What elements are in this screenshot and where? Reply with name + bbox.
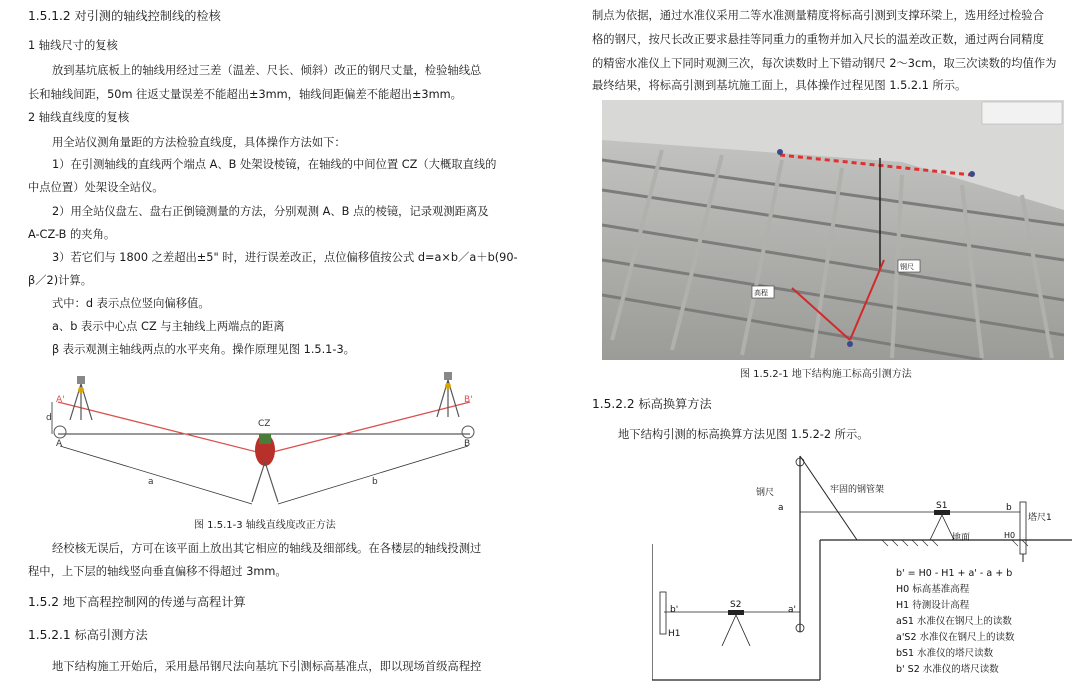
paragraph-line: 制点为依据，通过水准仪采用二等水准测量精度将标高引测到支撑环梁上，选用经过检验合 <box>592 9 1044 22</box>
label-cz: CZ <box>258 419 271 429</box>
label-pipe-frame: 牢固的钢管架 <box>830 485 885 495</box>
legend-item: bS1 水准仪的塔尺读数 <box>896 648 994 659</box>
paragraph-line: 的精密水准仪上下同时观测三次，每次读数时上下错动钢尺 2～3cm，取三次读数的均值作为 <box>592 57 1057 70</box>
label-a-prime: A' <box>56 395 65 405</box>
label-a: A <box>56 439 63 449</box>
axis-straightness-figure <box>40 362 515 514</box>
tripod-icon <box>70 376 92 420</box>
paragraph-line: 中点位置）处架设全站仪。 <box>28 181 164 194</box>
paragraph-line: 经校核无误后，方可在该平面上放出其它相应的轴线及细部线。在各楼层的轴线投测过 <box>52 542 482 555</box>
heading-1-5-2-1: 1.5.2.1 标高引测方法 <box>28 628 148 642</box>
figure-caption: 图 1.5.1-3 轴线直线度改正方法 <box>194 520 336 531</box>
paragraph-line: a、b 表示中心点 CZ 与主轴线上两端点的距离 <box>52 320 285 333</box>
legend-item: b' S2 水准仪的塔尺读数 <box>896 664 999 675</box>
heading-1-5-1-2: 1.5.1.2 对引测的轴线控制线的检核 <box>28 9 221 23</box>
legend-item: aS1 水准仪在钢尺上的读数 <box>896 616 1012 627</box>
paragraph-line: 最终结果，将标高引测到基坑施工面上，具体操作过程见图 1.5.2.1 所示。 <box>592 79 967 92</box>
paragraph-line: 放到基坑底板上的轴线用经过三差（温差、尺长、倾斜）改正的钢尺丈量，检验轴线总 <box>52 64 482 77</box>
photo-label-point: 高程 <box>754 289 768 297</box>
paragraph-line: 式中：d 表示点位竖向偏移值。 <box>52 297 210 310</box>
label-a: a <box>778 503 784 513</box>
label-b: B <box>464 439 471 449</box>
paragraph-line: 1）在引测轴线的直线两个端点 A、B 处架设棱镜，在轴线的中间位置 CZ（大概取直线的 <box>52 158 497 171</box>
legend-item: H1 待测设计高程 <box>896 600 970 611</box>
photo-label-ruler: 钢尺 <box>900 263 914 271</box>
label-s2: S2 <box>730 600 742 610</box>
paragraph-line: 用全站仪测角量距的方法检验直线度，具体操作方法如下： <box>52 136 346 149</box>
paragraph-line: β 表示观测主轴线两点的水平夹角。操作原理见图 1.5.1-3。 <box>52 343 355 356</box>
paragraph-line: 格的钢尺，按尺长改正要求悬挂等同重力的重物并加入尺长的温差改正数，通过两台同精度 <box>592 33 1044 46</box>
label-ground: 地面 <box>952 533 971 543</box>
elevation-conversion-diagram <box>652 452 1072 688</box>
paragraph-line: 程中，上下层的轴线竖向垂直偏移不得超过 3mm。 <box>28 565 287 578</box>
paragraph-line: 3）若它们与 1800 之差超出±5" 时，进行误差改正，点位偏移值按公式 d=a×b／a＋b(90- <box>52 251 518 264</box>
total-station-icon <box>252 434 278 502</box>
label-gangchi: 钢尺 <box>756 488 775 498</box>
label-dist-a: a <box>148 477 154 487</box>
paragraph-line: A-CZ-B 的夹角。 <box>28 228 116 241</box>
heading-1-5-2: 1.5.2 地下高程控制网的传递与高程计算 <box>28 595 246 609</box>
label-d: d <box>46 413 52 423</box>
point-b-marker <box>462 426 474 438</box>
paragraph-line: 地下结构施工开始后，采用悬吊钢尺法向基坑下引测标高基准点，即以现场首级高程控 <box>52 660 482 673</box>
label-b-prime: b' <box>670 605 679 615</box>
paragraph-line: 2）用全站仪盘左、盘右正倒镜测量的方法，分别观测 A、B 点的棱镜，记录观测距离及 <box>52 205 489 218</box>
paragraph-line: 长和轴线间距，50m 往返丈量误差不能超出±3mm，轴线间距偏差不能超出±3mm。 <box>28 88 462 101</box>
excavation-photo <box>602 100 1064 360</box>
subheading-axis-size: 1 轴线尺寸的复核 <box>28 39 118 52</box>
label-b-prime: B' <box>464 395 473 405</box>
point-a-marker <box>54 426 66 438</box>
heading-1-5-2-2: 1.5.2.2 标高换算方法 <box>592 397 712 411</box>
label-h0: H0 <box>1004 531 1016 540</box>
label-a-prime: a' <box>788 605 796 615</box>
label-b: b <box>1006 503 1012 513</box>
label-h1: H1 <box>668 629 681 639</box>
legend-formula: b' = H0 - H1 + a' - a + b <box>896 568 1013 579</box>
level-instrument-s1-icon <box>930 510 954 540</box>
paragraph-line: β／2)计算。 <box>28 274 92 287</box>
label-staff: 塔尺1 <box>1028 513 1052 523</box>
label-dist-b: b <box>372 477 378 487</box>
level-instrument-s2-icon <box>722 610 750 646</box>
figure-caption: 图 1.5.2-1 地下结构施工标高引测方法 <box>740 369 912 380</box>
paragraph-line: 地下结构引测的标高换算方法见图 1.5.2-2 所示。 <box>618 428 869 441</box>
label-s1: S1 <box>936 501 948 511</box>
legend-item: a'S2 水准仪在钢尺上的读数 <box>896 632 1015 643</box>
legend-item: H0 标高基准高程 <box>896 584 970 595</box>
subheading-straightness: 2 轴线直线度的复核 <box>28 111 130 124</box>
tripod-icon <box>437 372 459 417</box>
